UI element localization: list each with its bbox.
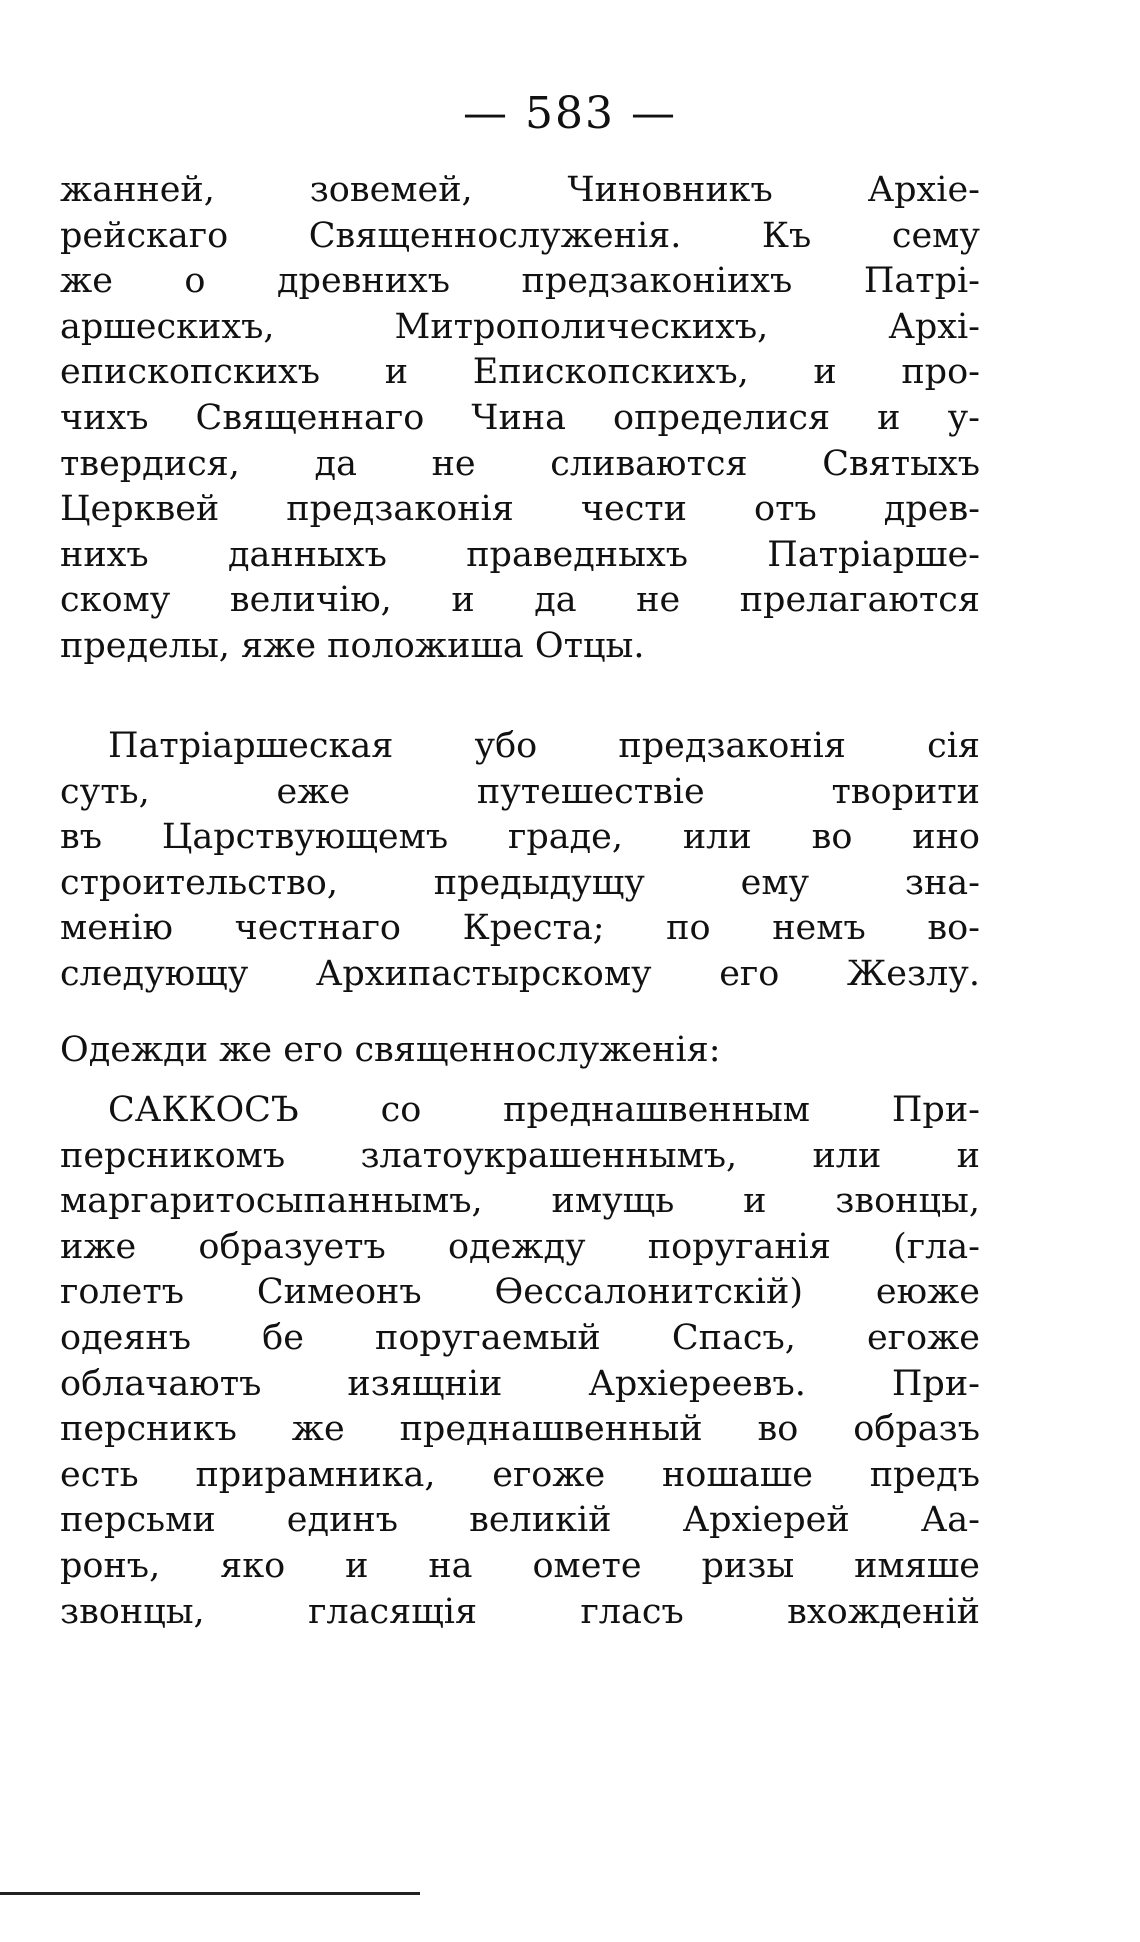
text-line: Церквей предзаконія чести отъ древ- [60, 489, 980, 530]
text-line: САККОСЪ со преднашвенным При- [108, 1090, 980, 1130]
text-line: есть прирамника, егоже ношаше предъ [60, 1454, 980, 1495]
text-line: иже образуетъ одежду поруганія (гла- [60, 1226, 980, 1267]
text-line: епископскихъ и Епископскихъ, и про- [60, 352, 980, 393]
text-line: персникъ же преднашвенный во образъ [60, 1409, 980, 1450]
text-line: пределы, яже положиша Отцы. [60, 625, 645, 666]
text-line: рейскаго Священнослуженія. Къ сему [60, 215, 980, 256]
bottom-rule [0, 1892, 420, 1895]
text-line: персьми единъ великій Архіерей Аа- [60, 1500, 980, 1541]
text-line: облачаютъ изящніи Архіереевъ. При- [60, 1363, 980, 1404]
text-line: следующу Архипастырскому его Жезлу. [60, 953, 980, 994]
text-line: ронъ, яко и на омете ризы имяше [60, 1545, 980, 1586]
text-line: нихъ данныхъ праведныхъ Патріарше- [60, 534, 980, 575]
page-number: — 583 — [463, 88, 677, 139]
text-line: въ Царствующемъ граде, или во ино [60, 817, 980, 858]
text-line: суть, еже путешествіе творити [60, 771, 980, 812]
text-line: твердися, да не сливаются Святыхъ [60, 443, 980, 484]
text-line: жанней, зовемей, Чиновникъ Архіе- [60, 170, 980, 210]
text-line: строительство, предыдущу ему зна- [60, 862, 980, 903]
paragraph-1 [60, 168, 980, 670]
text-line: аршескихъ, Митрополическихъ, Архі- [60, 306, 980, 347]
paragraph-4 [60, 1088, 980, 1635]
text-line: же о древнихъ предзаконіихъ Патрі- [60, 261, 980, 302]
text-line: Одежди же его священнослуженія: [60, 1030, 721, 1070]
text-line: менію честнаго Креста; по немъ во- [60, 908, 980, 949]
text-line: маргаритосыпаннымъ, имущь и звонцы, [60, 1181, 980, 1222]
text-line: Патріаршеская убо предзаконія сія [108, 726, 980, 766]
text-line: голетъ Симеонъ Ѳессалонитскій) еюже [60, 1272, 980, 1313]
text-line: звонцы, гласящія гласъ вхожденій [60, 1591, 980, 1632]
paragraph-2 [60, 724, 980, 998]
text-line: чихъ Священнаго Чина определися и у- [60, 397, 980, 438]
text-line: скому величію, и да не прелагаются [60, 580, 980, 621]
text-line: одеянъ бе поругаемый Спасъ, егоже [60, 1317, 980, 1358]
text-line: персникомъ златоукрашеннымъ, или и [60, 1135, 980, 1176]
paragraph-3 [60, 1028, 980, 1074]
